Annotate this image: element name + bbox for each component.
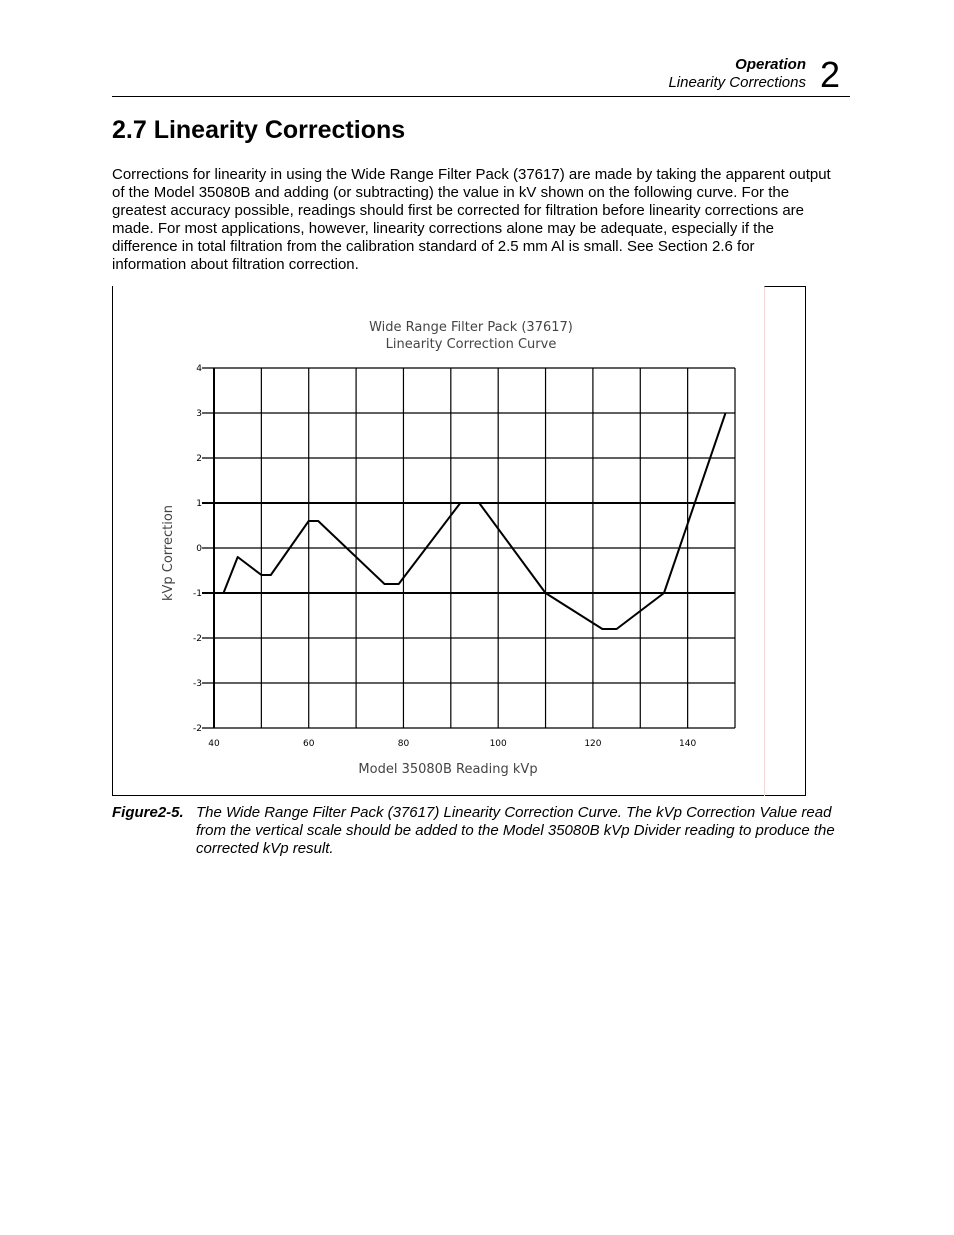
y-tick-label: 1 bbox=[196, 499, 202, 509]
chart-subtitle: Linearity Correction Curve bbox=[385, 337, 557, 352]
x-tick-label: 80 bbox=[397, 739, 410, 749]
section-heading: 2.7 Linearity Corrections bbox=[112, 116, 406, 144]
x-tick-label: 100 bbox=[489, 739, 507, 749]
chapter-number: 2 bbox=[820, 54, 841, 95]
header-section: Operation bbox=[735, 56, 806, 73]
y-ticks bbox=[193, 364, 202, 734]
x-axis-label: Model 35080B Reading kVp bbox=[358, 762, 538, 777]
body-paragraph: Corrections for linearity in using the Wide Range Filter Pack (37617) are made by taking the apparent output of the Model 35080B and adding (or subtracting) the value in kV shown on the following curve. For the greatest accuracy possible, readings should first be corrected for filtration before linearity corrections are made. For most applications, however, linearity corrections alone may be adequate, especially if the difference in total filtration from the calibration standard of 2.5 mm Al is small. See Section 2.6 for information about filtration correction. bbox=[112, 166, 831, 273]
y-tick-label: 0 bbox=[196, 544, 202, 554]
caption-label: Figure2-5. bbox=[112, 804, 184, 821]
header-subsection: Linearity Corrections bbox=[668, 74, 806, 91]
chart-title: Wide Range Filter Pack (37617) bbox=[369, 320, 573, 335]
caption-text: The Wide Range Filter Pack (37617) Linearity Correction Curve. The kVp Correction Value read from the vertical scale should be added to the Model 35080B kVp Divider reading to produce the corrected kVp result. bbox=[196, 804, 835, 857]
x-tick-label: 40 bbox=[208, 739, 220, 749]
chart-series bbox=[224, 413, 726, 629]
y-tick-label: 4 bbox=[196, 364, 202, 374]
y-tick-label: 2 bbox=[196, 454, 202, 464]
y-tick-label: -1 bbox=[193, 589, 202, 599]
y-tick-label: -2 bbox=[193, 724, 202, 734]
chart-grid bbox=[202, 368, 735, 728]
y-tick-label: 3 bbox=[196, 409, 202, 419]
x-tick-label: 120 bbox=[584, 739, 602, 749]
y-tick-label: -2 bbox=[193, 634, 202, 644]
x-tick-label: 60 bbox=[303, 739, 315, 749]
x-ticks bbox=[208, 739, 696, 749]
y-tick-label: -3 bbox=[193, 679, 202, 689]
correction-curve bbox=[224, 413, 726, 629]
x-tick-label: 140 bbox=[679, 739, 697, 749]
y-axis-label: kVp Correction bbox=[161, 504, 176, 602]
